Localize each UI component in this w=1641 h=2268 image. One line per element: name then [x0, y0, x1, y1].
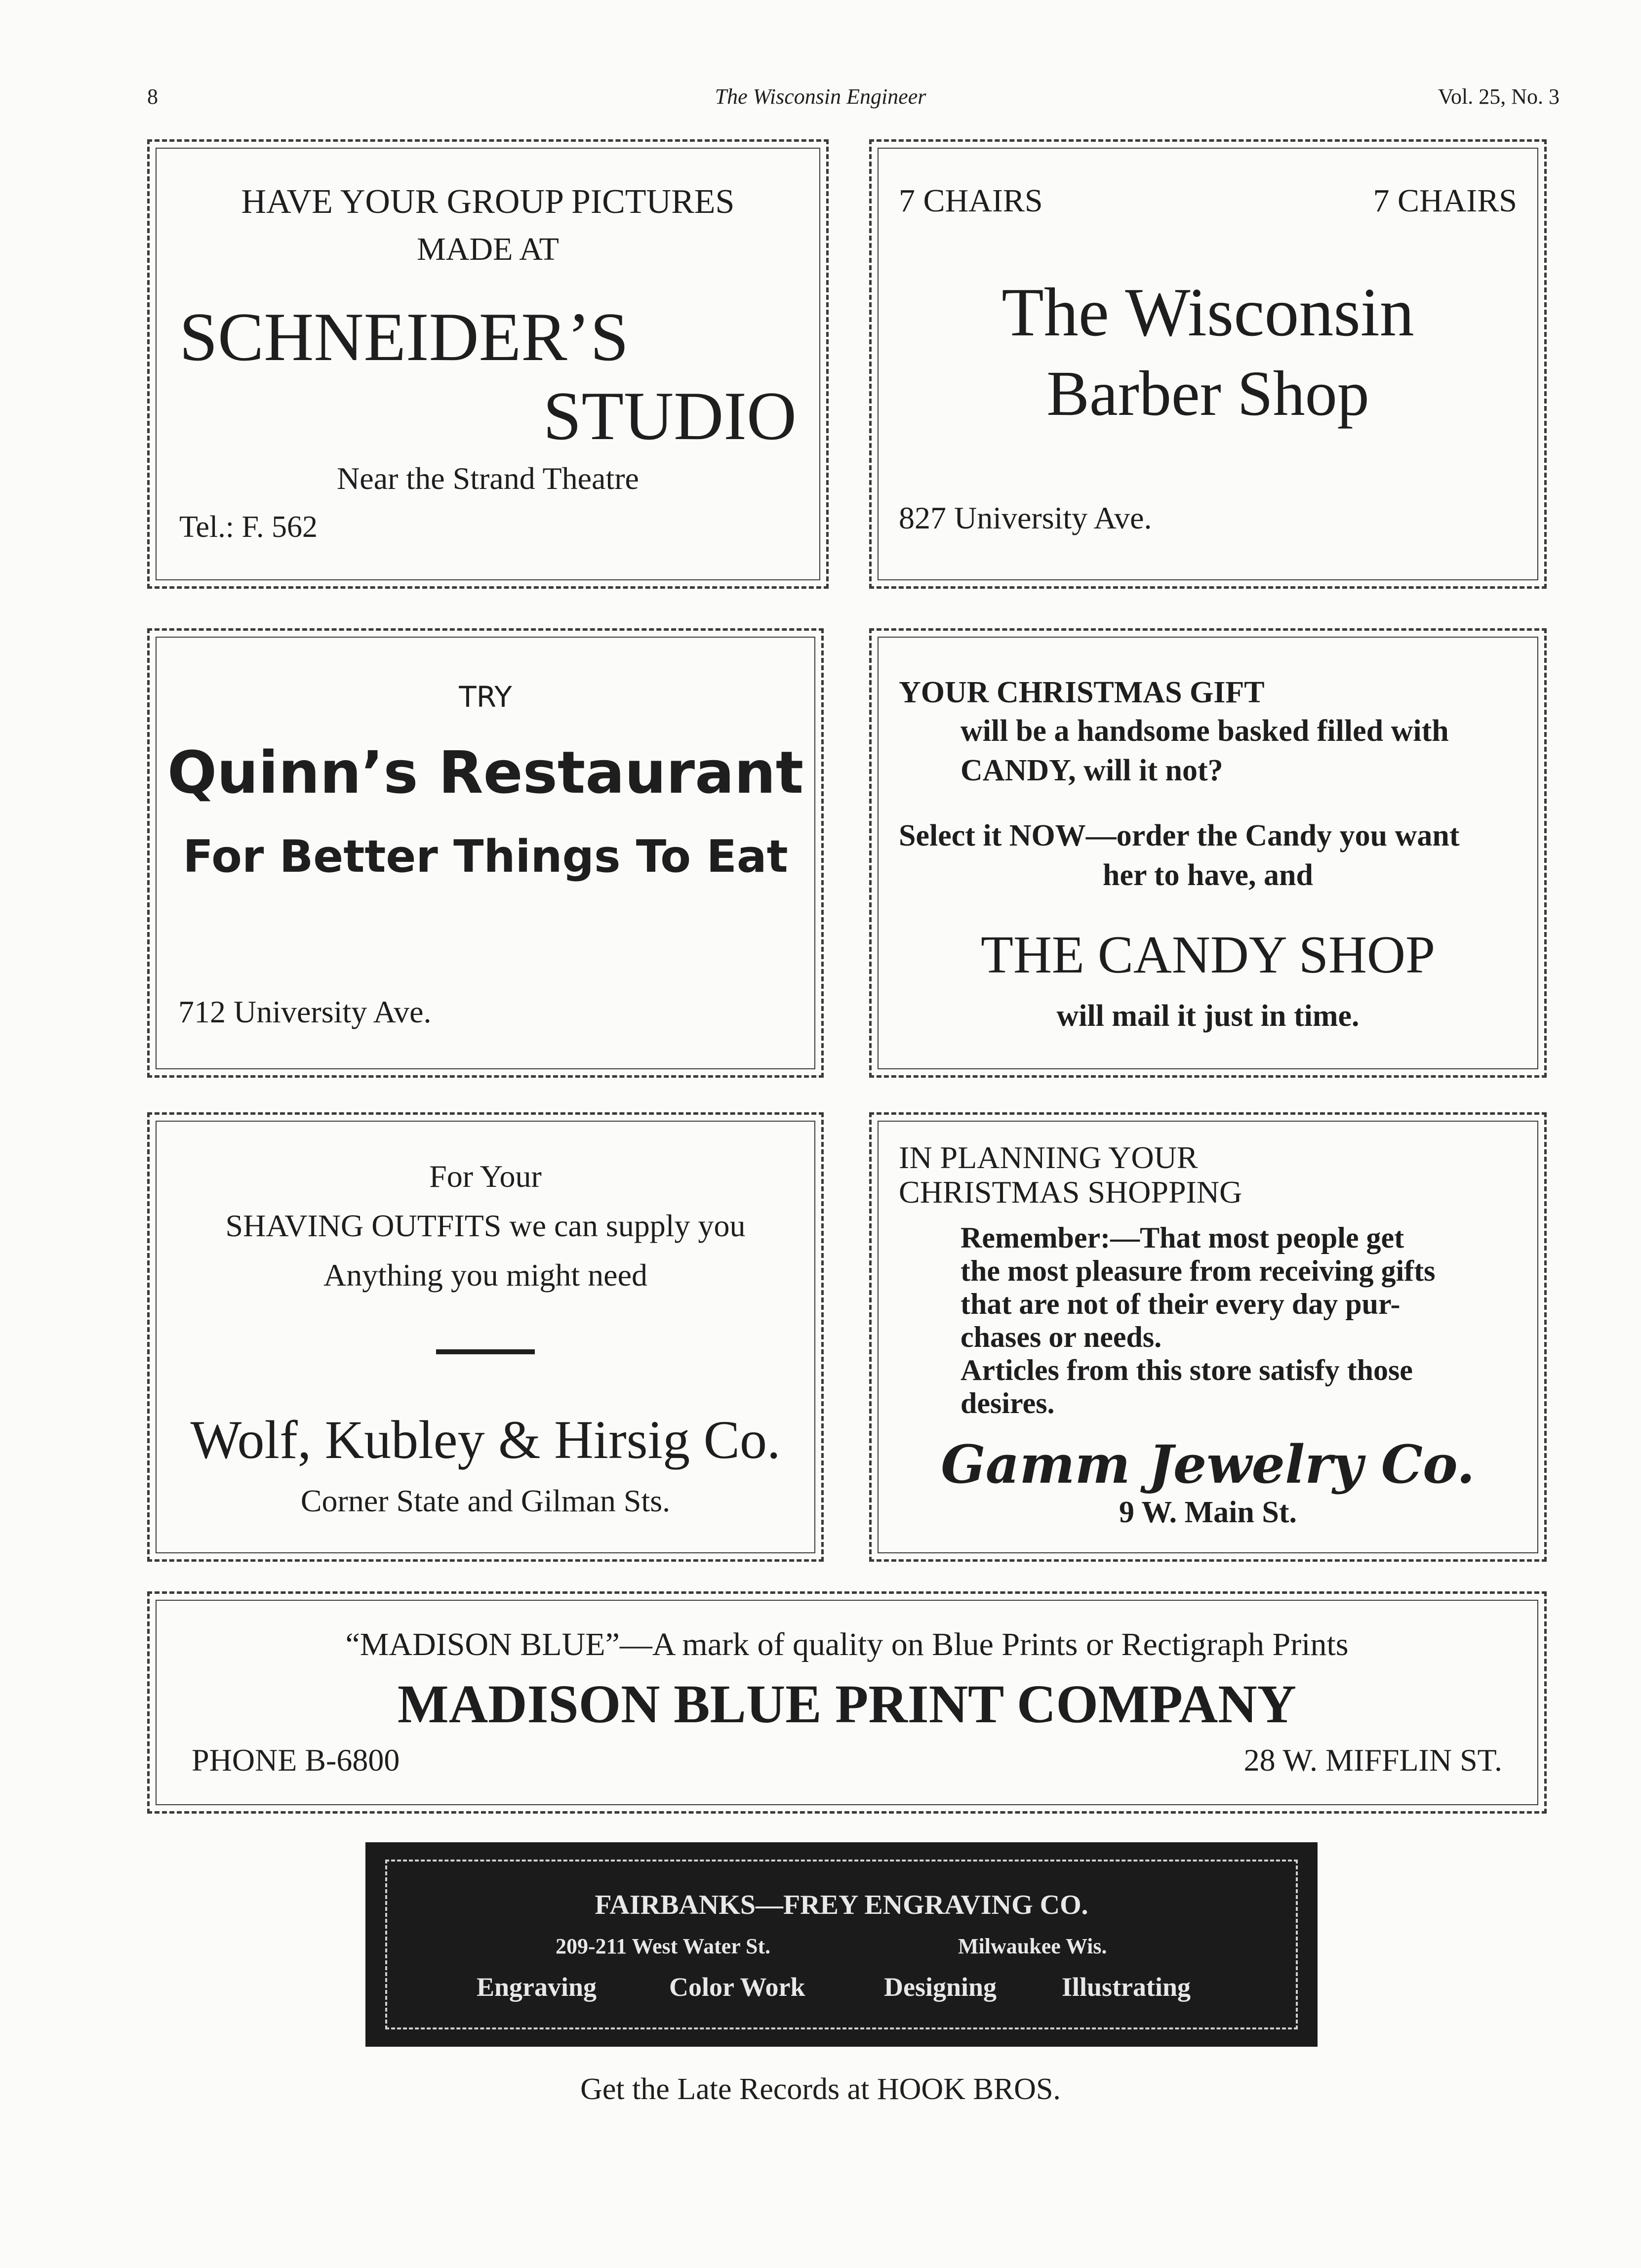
ad-fairbanks-frey-engraving [365, 1842, 1318, 2047]
ad-line: will be a handsome basked filled with [961, 714, 1449, 748]
ad-line: 7 CHAIRS [899, 183, 1043, 219]
inner-border [385, 1860, 1298, 2029]
ad-candy-shop [869, 628, 1547, 1078]
page-number: 8 [147, 84, 158, 109]
ad-body: chases or needs. [961, 1321, 1162, 1353]
ad-line: her to have, and [1102, 858, 1313, 892]
journal-title: The Wisconsin Engineer [715, 84, 926, 109]
engraver-city: Milwaukee Wis. [958, 1934, 1107, 1958]
barber-address: 827 University Ave. [899, 500, 1152, 535]
studio-phone: Tel.: F. 562 [179, 510, 318, 544]
service-item: Designing [884, 1972, 997, 2002]
barber-name: Barber Shop [1046, 358, 1369, 429]
service-item: Illustrating [1062, 1972, 1191, 2002]
ad-tagline: “MADISON BLUE”—A mark of quality on Blue Prints or Rectigraph Prints [345, 1626, 1349, 1662]
ad-line: Select it NOW—order the Candy you want [899, 819, 1460, 852]
company-phone: PHONE B-6800 [192, 1742, 400, 1778]
service-item: Color Work [669, 1972, 805, 2002]
company-address: 28 W. MIFFLIN ST. [1243, 1742, 1502, 1778]
barber-name: The Wisconsin [1001, 274, 1414, 351]
ad-body: Articles from this store satisfy those [961, 1354, 1413, 1386]
ad-line: For Your [429, 1159, 542, 1194]
studio-location: Near the Strand Theatre [337, 461, 639, 496]
jeweler-address: 9 W. Main St. [1119, 1496, 1297, 1529]
ad-schneiders-studio [147, 139, 829, 589]
volume-info: Vol. 25, No. 3 [1438, 84, 1560, 109]
ad-wolf-kubley-hirsig [147, 1112, 824, 1562]
restaurant-name: Quinn’s Restaurant [167, 738, 804, 807]
footer-note: Get the Late Records at HOOK BROS. [580, 2072, 1061, 2106]
ad-heading: CHRISTMAS SHOPPING [899, 1174, 1242, 1210]
ad-line: HAVE YOUR GROUP PICTURES [241, 183, 735, 221]
ad-line: Anything you might need [323, 1257, 647, 1293]
ad-line: YOUR CHRISTMAS GIFT [899, 676, 1265, 709]
divider-rule [436, 1349, 535, 1354]
ad-wisconsin-barber-shop [869, 139, 1547, 589]
ad-body: desires. [961, 1387, 1055, 1419]
ad-body: Remember:—That most people get [961, 1221, 1404, 1254]
ad-madison-blue-print [147, 1591, 1547, 1814]
ad-line: 7 CHAIRS [1373, 183, 1517, 219]
engraver-address: 209-211 West Water St. [556, 1934, 771, 1958]
jeweler-name: Gamm Jewelry Co. [941, 1433, 1475, 1495]
studio-name: SCHNEIDER’S [179, 299, 629, 375]
company-address: Corner State and Gilman Sts. [300, 1483, 671, 1518]
ad-body: that are not of their every day pur- [961, 1288, 1401, 1320]
ad-line: CANDY, will it not? [961, 754, 1223, 787]
ad-line: TRY [459, 680, 512, 714]
company-name: MADISON BLUE PRINT COMPANY [397, 1674, 1297, 1734]
candy-shop-name: THE CANDY SHOP [980, 926, 1436, 984]
ad-line: SHAVING OUTFITS we can supply you [225, 1208, 746, 1243]
ad-heading: IN PLANNING YOUR [899, 1140, 1198, 1175]
ad-line: MADE AT [417, 231, 559, 267]
ad-line: will mail it just in time. [1056, 999, 1360, 1033]
company-name: Wolf, Kubley & Hirsig Co. [190, 1410, 781, 1470]
restaurant-slogan: For Better Things To Eat [183, 831, 788, 883]
engraver-name: FAIRBANKS—FREY ENGRAVING CO. [595, 1890, 1088, 1920]
ad-body: the most pleasure from receiving gifts [961, 1255, 1436, 1287]
ad-gamm-jewelry [869, 1112, 1547, 1562]
service-item: Engraving [477, 1972, 597, 2002]
restaurant-address: 712 University Ave. [178, 994, 432, 1029]
studio-name: STUDIO [543, 378, 797, 454]
ad-quinns-restaurant [147, 628, 824, 1078]
